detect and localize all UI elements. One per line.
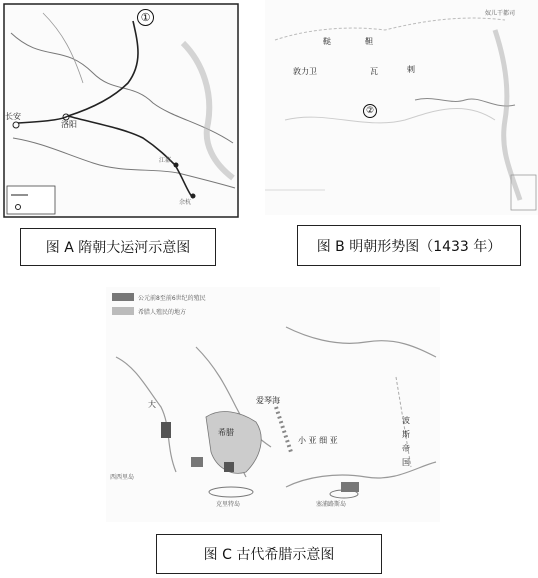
label-la: 剌: [407, 65, 415, 74]
marker-1: ①: [137, 9, 154, 26]
label-aegean: 爱琴海: [256, 396, 280, 405]
label-persia-4: 国: [402, 458, 410, 467]
city-yuhang: 余杭: [179, 199, 192, 206]
label-persia-1: 波: [402, 416, 410, 425]
city-jiangdu: 江都: [159, 157, 172, 164]
marker-2: ②: [363, 104, 377, 118]
label-persia-2: 斯: [402, 430, 410, 439]
label-dunhuang: 敦力卫: [293, 67, 317, 76]
label-asia-minor: 小 亚 细 亚: [298, 436, 338, 445]
label-da: 大: [148, 400, 156, 409]
label-wa: 瓦: [370, 67, 378, 76]
label-persia-3: 帝: [402, 444, 410, 453]
map-a-graphic: [3, 3, 239, 218]
city-luoyang: 洛阳: [61, 120, 77, 129]
map-c: [106, 287, 440, 522]
legend-item-1: 公元前8至前6世纪的殖民: [138, 295, 206, 302]
label-crete: 克里特岛: [216, 501, 241, 508]
map-b: [265, 0, 538, 215]
map-a: [3, 3, 239, 218]
label-dada-2: 靼: [365, 37, 373, 46]
label-dada-1: 鞑: [323, 37, 331, 46]
caption-map-b: 图 B 明朝形势图（1433 年）: [297, 225, 521, 266]
legend-item-2: 希腊人殖民的地方: [138, 309, 187, 316]
city-changan: 长安: [5, 112, 21, 121]
caption-map-c: 图 C 古代希腊示意图: [156, 534, 382, 574]
label-nuergan: 奴儿干都司: [485, 10, 516, 17]
caption-map-a: 图 A 隋朝大运河示意图: [20, 228, 216, 266]
label-cyprus: 塞浦路斯岛: [316, 501, 347, 508]
label-sicily: 西西里岛: [110, 474, 135, 481]
map-b-graphic: [265, 0, 538, 215]
label-greece: 希腊: [218, 428, 234, 437]
